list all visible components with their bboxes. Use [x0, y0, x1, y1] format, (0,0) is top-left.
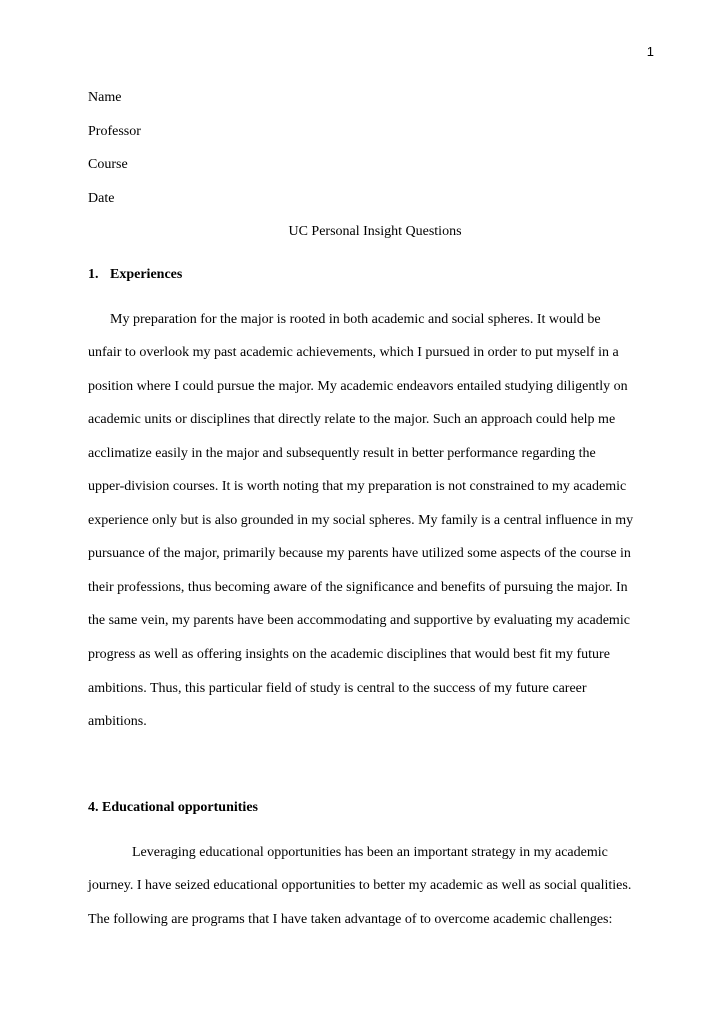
paragraph-line: experience only but is also grounded in my social spheres. My family is a central influence in my	[88, 513, 634, 528]
page-number: 1	[646, 44, 654, 59]
section-heading-experiences	[88, 266, 182, 283]
paragraph-line: their professions, thus becoming aware of the significance and benefits of pursuing the major. In	[88, 580, 628, 595]
paragraph-line: pursuance of the major, primarily because my parents have utilized some aspects of the course in	[88, 546, 631, 561]
paragraph-line: Leveraging educational opportunities has been an important strategy in my academic	[132, 845, 608, 860]
header-date: Date	[88, 191, 115, 206]
paragraph-line: academic units or disciplines that directly relate to the major. Such an approach could help me	[88, 412, 616, 427]
paragraph-line: journey. I have seized educational opportunities to better my academic as well as social qualities.	[88, 878, 632, 893]
paragraph-line: acclimatize easily in the major and subsequently result in better performance regarding the	[88, 446, 596, 461]
paragraph-line: the same vein, my parents have been accommodating and supportive by evaluating my academic	[88, 613, 630, 628]
paragraph-line: The following are programs that I have taken advantage of to overcome academic challenges:	[88, 912, 613, 927]
paragraph-line: upper-division courses. It is worth noting that my preparation is not constrained to my academic	[88, 479, 627, 494]
section-title: Experiences	[110, 267, 183, 282]
header-course: Course	[88, 157, 128, 172]
paragraph-line: ambitions. Thus, this particular field of study is central to the success of my future career	[88, 681, 587, 696]
paragraph-line: progress as well as offering insights on the academic disciplines that would best fit my future	[88, 647, 610, 662]
paragraph-line: My preparation for the major is rooted in both academic and social spheres. It would be	[110, 312, 601, 327]
document-title: UC Personal Insight Questions	[288, 224, 462, 239]
header-professor: Professor	[88, 124, 141, 139]
paragraph-line: ambitions.	[88, 714, 147, 729]
section-number: 1.	[88, 267, 99, 282]
header-name: Name	[88, 90, 122, 105]
paragraph-line: unfair to overlook my past academic achievements, which I pursued in order to put myself in a	[88, 345, 619, 360]
section-heading-educational-opportunities: 4. Educational opportunities	[88, 800, 258, 815]
paragraph-line: position where I could pursue the major. My academic endeavors entailed studying diligently on	[88, 379, 628, 394]
